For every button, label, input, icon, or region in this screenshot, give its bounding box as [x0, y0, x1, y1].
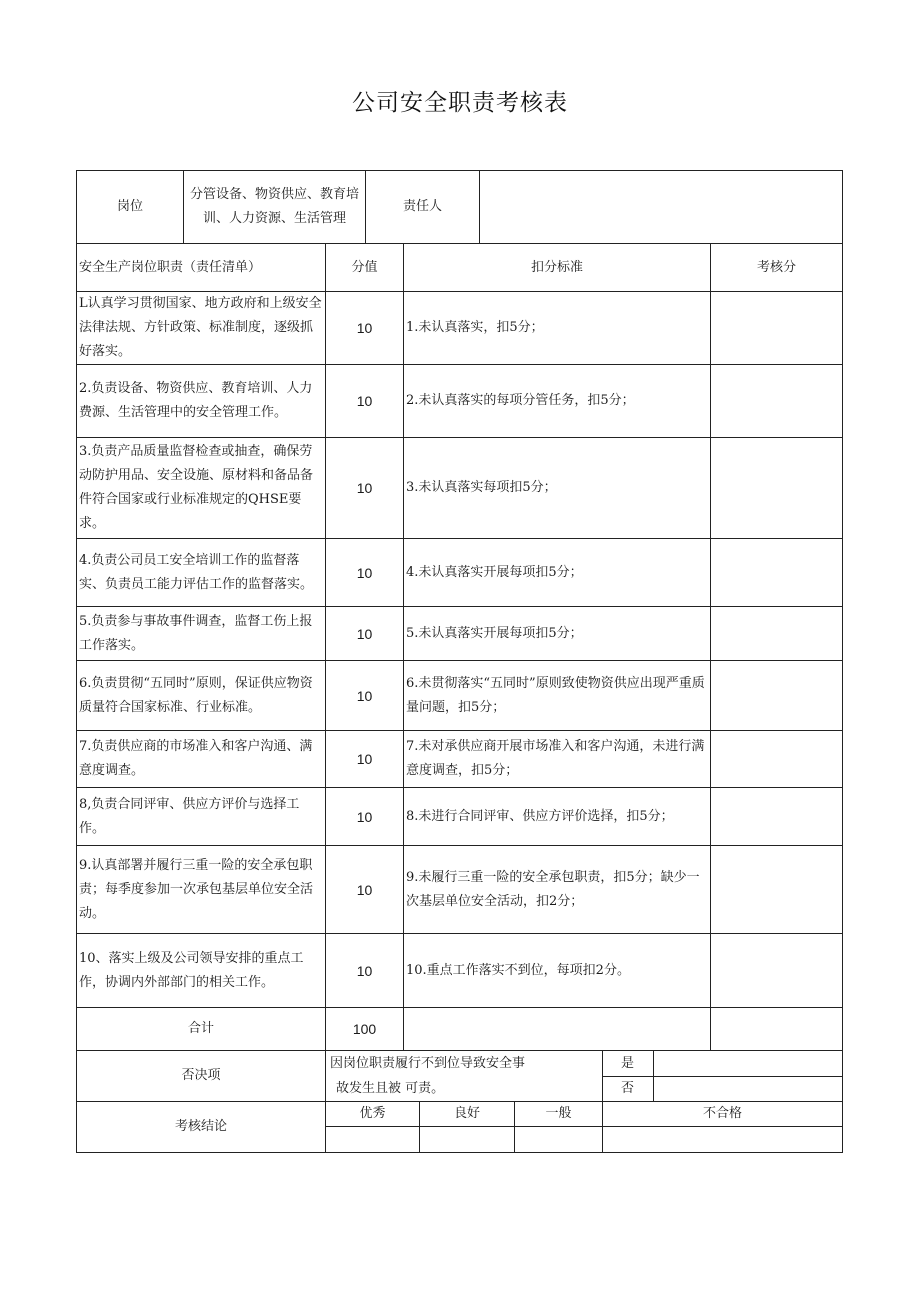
conclusion-average-checkbox[interactable] [515, 1127, 602, 1152]
criteria-cell: 3.未认真落实每项扣5分； [406, 480, 557, 495]
conclusion-fail-checkbox[interactable] [603, 1127, 842, 1152]
column-header-duties: 安全生产岗位职责（责任清单） [79, 259, 262, 275]
assessed-score-input[interactable] [711, 934, 842, 1007]
rule [842, 170, 843, 1153]
assessed-score-input[interactable] [711, 788, 842, 845]
criteria-cell: 7.未对承供应商开展市场准入和客户沟通，未进行满意度调查，扣5分； [406, 739, 705, 778]
conclusion-option-fail: 不合格 [702, 1106, 742, 1121]
total-score: 100 [352, 1021, 377, 1037]
veto-text-line2: 故发生且被 可责。 [336, 1081, 445, 1096]
conclusion-label: 考核结论 [174, 1119, 227, 1134]
score-cell: 10 [356, 808, 373, 825]
duty-cell: 6.负责贯彻“五同时”原则，保证供应物资质量符合国家标准、行业标准。 [79, 675, 313, 715]
column-header-criteria: 扣分标准 [530, 259, 583, 275]
total-criteria [404, 1008, 710, 1050]
duty-cell: 5.负责参与事故事件调查，监督工伤上报工作落实。 [79, 613, 313, 653]
conclusion-excellent-checkbox[interactable] [326, 1127, 419, 1152]
duty-cell: 8,负责合同评审、供应方评价与选择工作。 [79, 796, 300, 836]
score-cell: 10 [356, 564, 373, 581]
criteria-cell: 4.未认真落实开展每项扣5分； [406, 564, 583, 580]
duty-cell: 7.负责供应商的市场准入和客户沟通、满意度调查。 [79, 739, 313, 778]
score-cell: 10 [356, 320, 373, 336]
page-title: 公司安全职责考核表 [352, 90, 568, 116]
assessment-table [76, 170, 843, 1153]
score-cell: 10 [356, 881, 373, 898]
post-label: 岗位 [116, 199, 143, 214]
assessed-score-input[interactable] [711, 438, 842, 538]
veto-no-label: 否 [621, 1081, 635, 1096]
veto-label: 否决项 [181, 1068, 221, 1083]
responsible-value[interactable] [480, 171, 842, 243]
criteria-cell: 1.未认真落实，扣5分； [406, 320, 544, 335]
conclusion-option-excellent: 优秀 [359, 1106, 386, 1121]
veto-yes-label: 是 [621, 1055, 635, 1071]
veto-yes-checkbox[interactable] [654, 1051, 842, 1076]
criteria-cell: 10.重点工作落实不到位，每项扣2分。 [406, 962, 630, 978]
score-cell: 10 [356, 625, 373, 642]
veto-text-line1: 因岗位职责履行不到位导致安全事 [330, 1056, 526, 1071]
duty-cell: 10、落实上级及公司领导安排的重点工作，协调内外部部门的相关工作。 [79, 950, 304, 990]
column-header-assessed: 考核分 [756, 259, 796, 275]
total-label: 合计 [187, 1021, 214, 1036]
score-cell: 10 [356, 480, 373, 496]
duty-cell: 3.负责产品质量监督检查或抽查，确保劳动防护用品、安全设施、原材料和备品备件符合国家或行业标准规定的QHSE要求。 [79, 444, 314, 531]
conclusion-option-good: 良好 [453, 1106, 480, 1121]
assessed-score-input[interactable] [711, 607, 842, 660]
conclusion-good-checkbox[interactable] [420, 1127, 514, 1152]
duty-cell: 2.负责设备、物资供应、教育培训、人力费源、生活管理中的安全管理工作。 [79, 381, 313, 420]
rule [76, 1152, 843, 1153]
assessed-score-input[interactable] [711, 539, 842, 606]
assessed-score-input[interactable] [711, 731, 842, 787]
total-assessed-input[interactable] [711, 1008, 842, 1050]
score-cell: 10 [356, 751, 373, 767]
criteria-cell: 9.未履行三重一险的安全承包职责，扣5分；缺少一次基层单位安全活动，扣2分； [406, 869, 700, 909]
assessed-score-input[interactable] [711, 365, 842, 437]
assessed-score-input[interactable] [711, 846, 842, 933]
score-cell: 10 [356, 393, 373, 409]
criteria-cell: 2.未认真落实的每项分管任务，扣5分； [406, 393, 635, 408]
criteria-cell: 8.未进行合同评审、供应方评价选择，扣5分； [406, 808, 674, 824]
score-cell: 10 [356, 962, 373, 979]
post-value: 分管设备、物资供应、教育培训、人力资源、生活管理 [189, 187, 359, 226]
veto-no-checkbox[interactable] [654, 1077, 842, 1101]
score-cell: 10 [356, 687, 373, 704]
conclusion-option-average: 一般 [545, 1106, 572, 1121]
criteria-cell: 6.未贯彻落实“五同时”原则致使物资供应出现严重质量问题，扣5分； [406, 675, 705, 715]
assessed-score-input[interactable] [711, 292, 842, 364]
duty-cell: L认真学习贯彻国家、地方政府和上级安全法律法规、方针政策、标准制度，逐级抓好落实。 [79, 296, 322, 359]
responsible-label: 责任人 [402, 199, 442, 214]
assessed-score-input[interactable] [711, 661, 842, 730]
duty-cell: 9.认真部署并履行三重一险的安全承包职责；每季度参加一次承包基层单位安全活动。 [79, 857, 314, 921]
column-header-score: 分值 [351, 259, 378, 275]
criteria-cell: 5.未认真落实开展每项扣5分； [406, 625, 583, 641]
duty-cell: 4.负责公司员工安全培训工作的监督落实、负责员工能力评估工作的监督落实。 [79, 552, 314, 592]
